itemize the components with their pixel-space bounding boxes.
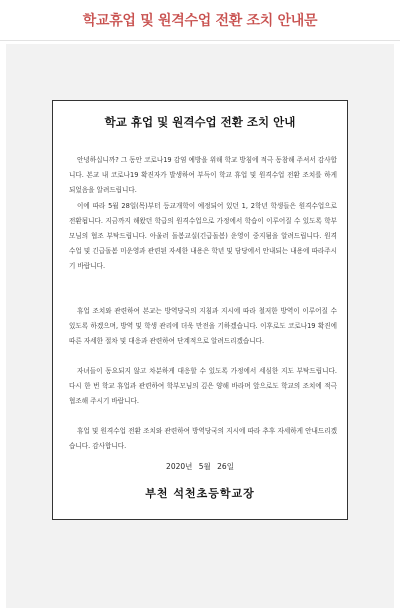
document-title: 학교 휴업 및 원격수업 전환 조치 안내 xyxy=(104,115,296,129)
document-paragraph: 이에 따라 5월 28일(목)부터 등교개학이 예정되어 있던 1, 2학년 학생들은 원격수업으로 전환됩니다. 지금까지 해왔던 학급의 원격수업으로 가정에서 학습이 이루어질 수 있도록 학부모님의 협조 부탁드립니다. 아울러 돌봄교실(긴급돌봄) 운영이 중지됨을 알려드립니다. 원격수업 및 긴급돌봄 미운영과 관련된 자세한 내용은 학년 및 담당에서 안내되는 내용에 따라주시기 바랍니다. xyxy=(69,202,337,270)
document-paragraph: 자녀들이 동요되지 않고 차분하게 대응할 수 있도록 가정에서 세심한 지도 부탁드립니다. 다시 한 번 학교 휴업과 관련하여 학부모님의 깊은 양해 바라며 앞으로도 학교의 조치에 적극 협조해 주시기 바랍니다. xyxy=(69,367,337,405)
document-signature: 부천 석천초등학교장 xyxy=(145,487,255,500)
app-header xyxy=(0,0,400,41)
document-date: 2020년 5월 26일 xyxy=(166,462,234,471)
page-title: 학교휴업 및 원격수업 전환 조치 안내문 xyxy=(82,13,318,29)
document-paragraph: 휴업 조치와 관련하여 본교는 방역당국의 지침과 지시에 따라 철저한 방역이 이루어질 수 있도록 하겠으며, 방역 및 학생 관리에 더욱 만전을 기하겠습니다. 이후로도 코로나19 확진에 따른 자세한 절차 및 대응과 관련하여 단계적으로 알려드리겠습니다. xyxy=(69,307,337,345)
document-paragraph: 휴업 및 원격수업 전환 조치와 관련하여 방역당국의 지시에 따라 추후 자세하게 안내드리겠습니다. 감사합니다. xyxy=(69,427,337,450)
document-paragraph: 안녕하십니까? 그 동안 코로나19 감염 예방을 위해 학교 방침에 적극 동참해 주셔서 감사합니다. 본교 내 코로나19 확진자가 발생하여 부득이 학교 휴업 및 원격수업 전환 조치를 하게 되었음을 알려드립니다. xyxy=(69,156,337,194)
notice-document xyxy=(52,100,348,520)
